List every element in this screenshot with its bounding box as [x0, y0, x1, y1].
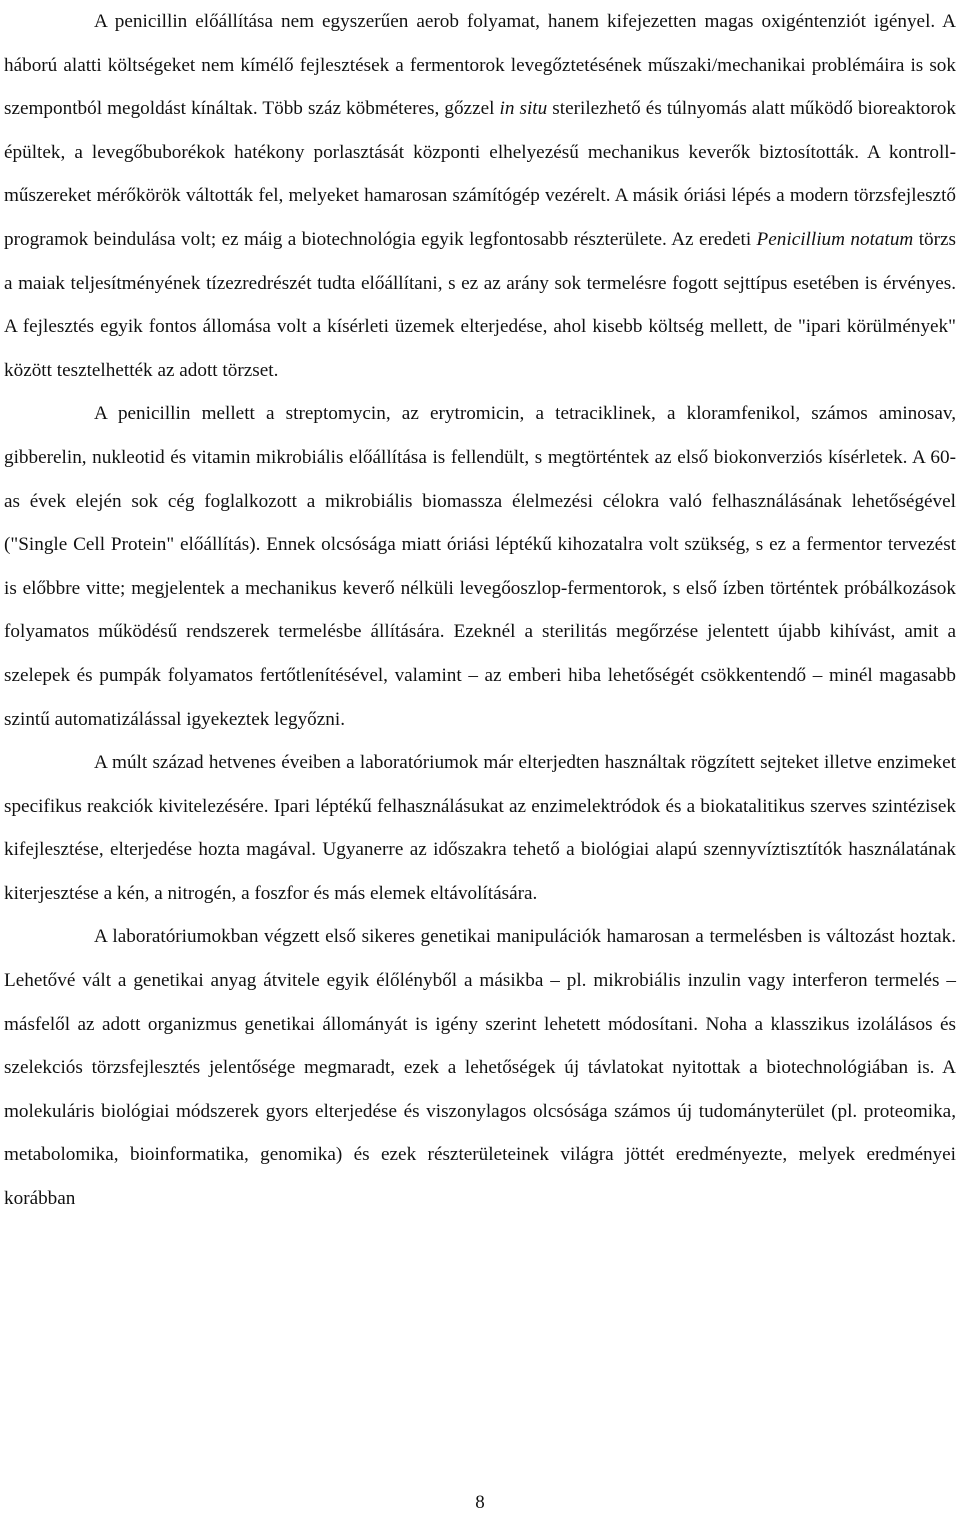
text-run: A penicillin előállítása nem egyszerűen aerob folyamat, hanem kifejezetten magas oxigéntenziót igényel. A háború alatti költségeket nem kímélő fejlesztések a fermentorok levegőztetésének műszaki/mechanikai problémáira is sok szempontból megoldást kínáltak. Több száz köbméteres, gőzzel [4, 11, 956, 120]
text-run: A penicillin mellett a streptomycin, az erytromicin, a tetraciklinek, a kloramfenikol, számos aminosav, gibberelin, nukleotid és vitamin mikrobiális előállítása is fellendült, s megtörténtek az első biokonverziós kísérletek. A 60-as évek elején sok cég foglalkozott a mikrobiális biomassza élelmezési célokra való felhasználásának lehetőségével ("Single Cell Protein" előállítás). Ennek olcsósága miatt óriási léptékű kihozatalra volt szükség, s ez a fermentor tervezést is előbbre vitte; megjelentek a mechanikus keverő nélküli levegőoszlop-fermentorok, s első ízben történtek próbálkozások folyamatos működésű rendszerek termelésbe állítására. Ezeknél a sterilitás megőrzése jelentett újabb kihívást, amit a szelepek és pumpák folyamatos fertőtlenítésével, valamint – az emberi hiba lehetőségét csökkentendő – minél magasabb szintű automatizálással igyekeztek legyőzni. [4, 403, 956, 730]
text-run: A laboratóriumokban végzett első sikeres genetikai manipulációk hamarosan a termelésben is változást hoztak. Lehetővé vált a genetikai anyag átvitele egyik élőlényből a másikba – pl. mikrobiális inzulin vagy interferon termelés – másfelől az adott organizmus genetikai állományát is igény szerint lehetett módosítani. Noha a klasszikus izolálásos és szelekciós törzsfejlesztés jelentősége megmaradt, ezek a lehetőségek új távlatokat nyitottak a biotechnológiában is. A molekuláris biológiai módszerek gyors elterjedése és viszonylagos olcsósága számos új tudományterület (pl. proteomika, metabolomika, bioinformatika, genomika) és ezek részterületeinek világra jöttét eredményezte, melyek eredményei korábban [4, 926, 956, 1210]
text-run: A múlt század hetvenes éveiben a laboratóriumok már elterjedten használtak rögzített sejteket illetve enzimeket specifikus reakciók kivitelezésére. Ipari léptékű felhasználásukat az enzimelektródok és a biokatalitikus szerves szintézisek kifejlesztése, elterjedése hozta magával. Ugyanerre az időszakra tehető a biológiai alapú szennyvíztisztítók használatának kiterjesztése a kén, a nitrogén, a foszfor és más elemek eltávolítására. [4, 752, 956, 904]
paragraph-2 [4, 392, 956, 741]
document-body [4, 0, 956, 1221]
page-number: 8 [475, 1492, 485, 1513]
document-page [4, 0, 956, 1221]
text-run: törzs a maiak teljesítményének tízezredrészét tudta előállítani, s ez az arány sok termelésre fogott sejttípus esetében is érvényes. A fejlesztés egyik fontos állomása volt a kísérleti üzemek elterjedése, ahol kisebb költség mellett, de "ipari körülmények" között tesztelhették az adott törzset. [4, 228, 956, 381]
text-run: sterilezhető és túlnyomás alatt működő bioreaktorok épültek, a levegőbuborékok hatékony porlasztását központi elhelyezésű mechanikus keverők biztosították. A kontroll-műszereket mérőkörök váltották fel, melyeket hamarosan számítógép vezérelt. A másik óriási lépés a modern törzsfejlesztő programok beindulása volt; ez máig a biotechnológia egyik legfontosabb részterülete. Az eredeti [4, 98, 956, 250]
paragraph-1 [4, 0, 956, 392]
paragraph-3 [4, 741, 956, 915]
italic-term: Penicillium notatum [756, 228, 914, 250]
italic-term: in situ [499, 98, 548, 120]
paragraph-4 [4, 915, 956, 1220]
